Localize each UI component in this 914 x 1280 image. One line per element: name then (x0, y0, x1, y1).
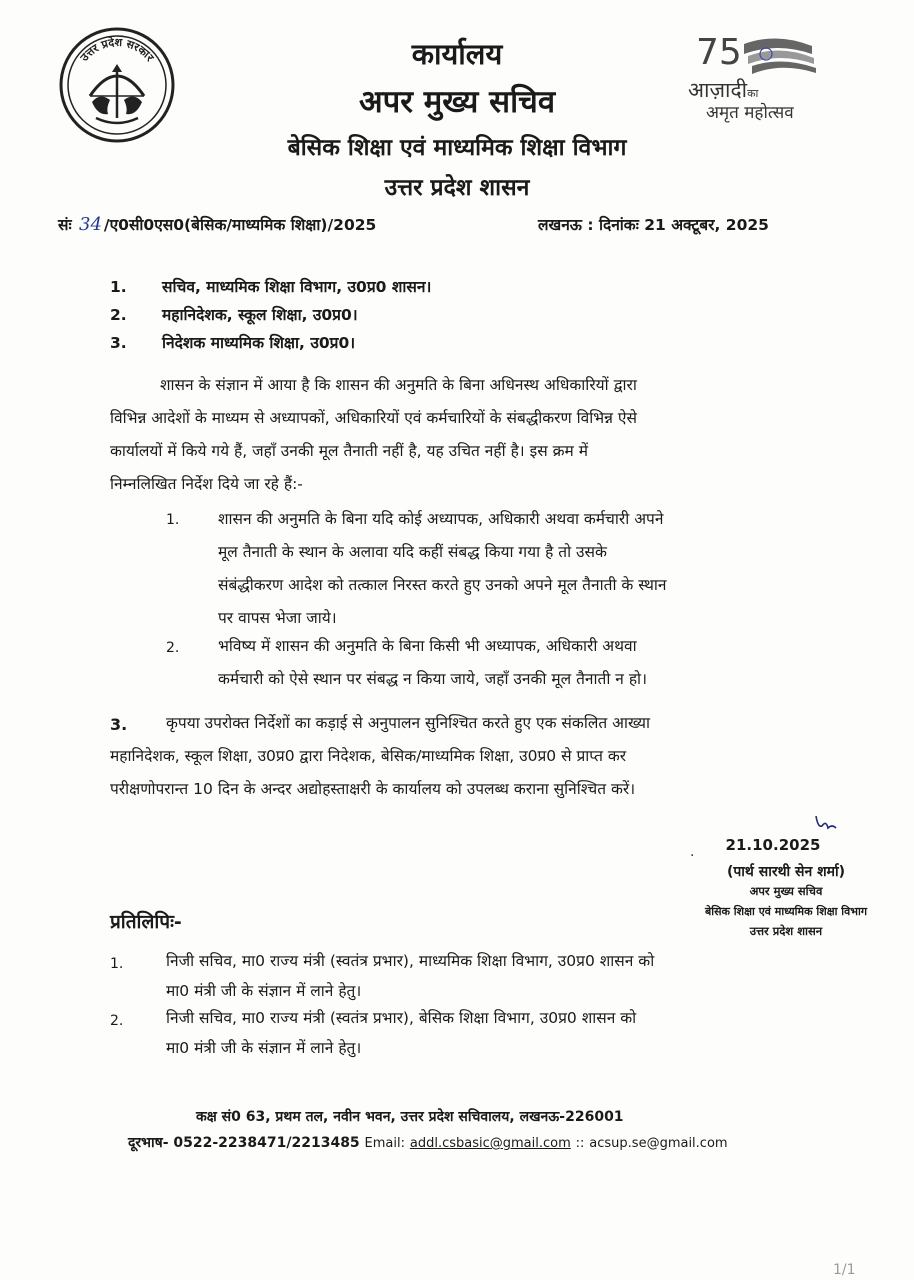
header-department: बेसिक शिक्षा एवं माध्यमिक शिक्षा विभाग (287, 135, 627, 161)
phone-number: 0522-2238471/2213485 (173, 1135, 360, 1151)
reference-number (58, 213, 376, 235)
signature-dots: · (690, 848, 695, 864)
copy-item-1-line-1: निजी सचिव, मा0 राज्य मंत्री (स्वतंत्र प्रभार), माध्यमिक शिक्षा विभाग, उ0प्र0 शासन को (166, 952, 655, 970)
paragraph-3-line-3: परीक्षणोपरान्त 10 दिन के अन्दर अद्योहस्ताक्षरी के कार्यालय को उपलब्ध कराना सुनिश्चित करें। (110, 780, 636, 798)
letter-date: लखनऊ : दिनांकः 21 अक्टूबर, 2025 (538, 216, 769, 234)
directive-2-number: 2. (166, 640, 180, 656)
addressee-1: 1. सचिव, माध्यमिक शिक्षा विभाग, उ0प्र0 शासन। (110, 278, 432, 296)
email-address-2: acsup.se@gmail.com (589, 1136, 728, 1151)
azadi-ka: का (747, 87, 759, 100)
azadi-ka-amrit-mahotsav-logo (682, 24, 842, 124)
azadi-75: 75 (696, 32, 742, 73)
handwritten-signature-mark (812, 812, 838, 832)
header-state: उत्तर प्रदेश शासन (384, 175, 530, 201)
email-link-1[interactable]: addl.csbasic@gmail.com (409, 1136, 571, 1151)
signatory-name: (पार्थ सारथी सेन शर्मा) (726, 864, 846, 880)
copy-item-2-line-2: मा0 मंत्री जी के संज्ञान में लाने हेतु। (166, 1039, 362, 1057)
intro-line-2: विभिन्न आदेशों के माध्यम से अध्यापकों, अधिकारियों एवं कर्मचारियों के संबद्धीकरण विभिन्न ऐसे (110, 409, 637, 427)
directive-1-line-2: मूल तैनाती के स्थान के अलावा यदि कहीं संबद्ध किया गया है तो उसके (218, 543, 607, 561)
intro-line-3: कार्यालयों में किये गये हैं, जहाँ उनकी मूल तैनाती नहीं है, यह उचित नहीं है। इस क्रम में (110, 442, 588, 460)
header-designation: अपर मुख्य सचिव (358, 84, 556, 120)
directive-1-line-4: पर वापस भेजा जाये। (218, 609, 337, 627)
amrit-mahotsav: अमृत महोत्सव (706, 103, 794, 123)
email-separator: :: (575, 1136, 585, 1151)
copy-to-title: प्रतिलिपिः- (110, 911, 182, 933)
signature-date: 21.10.2025 (725, 836, 821, 854)
page-counter: 1/1 (833, 1262, 856, 1278)
emblem-text: उत्तर प्रदेश सरकार (77, 35, 157, 64)
phone-label: दूरभाष- (128, 1135, 169, 1151)
reference-prefix: संः (58, 216, 72, 234)
signatory-designation: अपर मुख्य सचिव (749, 884, 823, 898)
signatory-state: उत्तर प्रदेश शासन (749, 924, 823, 938)
email-label: Email: (364, 1136, 405, 1151)
intro-line-1: शासन के संज्ञान में आया है कि शासन की अनुमति के बिना अधिनस्थ अधिकारियों द्वारा (160, 376, 637, 394)
directive-2-line-1: भविष्य में शासन की अनुमति के बिना किसी भी अध्यापक, अधिकारी अथवा (218, 637, 637, 655)
paragraph-3-line-2: महानिदेशक, स्कूल शिक्षा, उ0प्र0 द्वारा निदेशक, बेसिक/माध्यमिक शिक्षा, उ0प्र0 से प्राप्त कर (110, 747, 627, 765)
copy-item-1-line-2: मा0 मंत्री जी के संज्ञान में लाने हेतु। (166, 982, 362, 1000)
directive-1-number: 1. (166, 512, 180, 528)
directive-1-line-1: शासन की अनुमति के बिना यदि कोई अध्यापक, अधिकारी अथवा कर्मचारी अपने (218, 510, 664, 528)
addressee-3: 3. निदेशक माध्यमिक शिक्षा, उ0प्र0। (110, 334, 356, 352)
header-office: कार्यालय (411, 37, 503, 71)
intro-line-4: निम्नलिखित निर्देश दिये जा रहे हैं:- (110, 475, 303, 493)
footer-contact (128, 1133, 728, 1152)
paragraph-3-line-1: कृपया उपरोक्त निर्देशों का कड़ाई से अनुपालन सुनिश्चित करते हुए एक संकलित आख्या (166, 714, 651, 732)
paragraph-3-number: 3. (110, 715, 128, 734)
copy-item-1-number: 1. (110, 956, 124, 972)
addressee-2: 2. महानिदेशक, स्कूल शिक्षा, उ0प्र0। (110, 306, 358, 324)
footer-address: कक्ष सं0 63, प्रथम तल, नवीन भवन, उत्तर प्रदेश सचिवालय, लखनऊ-226001 (196, 1109, 624, 1125)
directive-1-line-3: संबंद्धीकरण आदेश को तत्काल निरस्त करते हुए उनको अपने मूल तैनाती के स्थान (218, 576, 667, 594)
reference-suffix: /ए0सी0एस0(बेसिक/माध्यमिक शिक्षा)/2025 (103, 216, 377, 234)
reference-handwritten-number: 34 (79, 214, 102, 235)
copy-item-2-line-1: निजी सचिव, मा0 राज्य मंत्री (स्वतंत्र प्रभार), बेसिक शिक्षा विभाग, उ0प्र0 शासन को (166, 1009, 637, 1027)
azadi-word: आज़ादी (688, 78, 748, 102)
copy-item-2-number: 2. (110, 1013, 124, 1029)
directive-2-line-2: कर्मचारी को ऐसे स्थान पर संबद्ध न किया जाये, जहाँ उनकी मूल तैनाती न हो। (218, 670, 647, 688)
signatory-department: बेसिक शिक्षा एवं माध्यमिक शिक्षा विभाग (704, 905, 868, 918)
